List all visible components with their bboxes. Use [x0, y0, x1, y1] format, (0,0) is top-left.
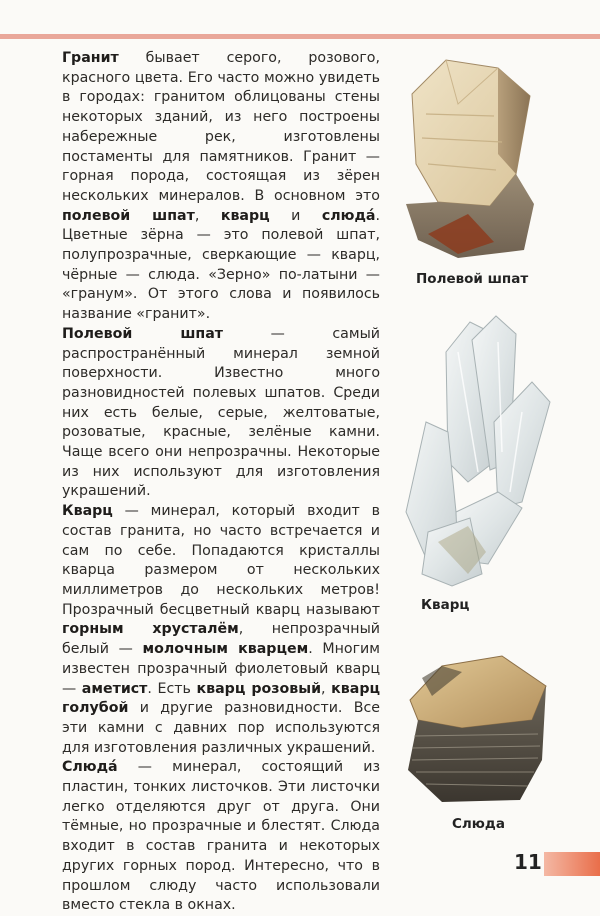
text-run: , [194, 207, 221, 224]
text-run: . Многим известен прозрачный фиолетовый кварц — [62, 641, 380, 697]
page-number: 11 [514, 850, 542, 874]
bold-term: Гранит [62, 50, 119, 66]
bold-term: аметист [81, 680, 148, 697]
text-run: — самый распространённый минерал земной поверхности. Известно много разновидностей полевых шпатов. Среди них есть белые, серые, желтоватые, розоватые, красные, зелёные камни. Чаще всего они непрозрачны. Некоторые из них используют для изготовления украшений. [62, 325, 381, 500]
paragraph-mica [62, 758, 380, 916]
text-run: . Цветные зёрна — это полевой шпат, полупрозрачные, сверкающие — кварц, чёрные — слюда. «Зерно» по-латыни — «гранум». От этого слова и появилось название «гранит». [62, 207, 380, 323]
mica-image [402, 650, 552, 810]
feldspar-caption: Полевой шпат [416, 271, 529, 287]
text-run: , [321, 680, 332, 697]
mica-caption: Слюда [452, 816, 505, 832]
text-run: и [269, 207, 322, 224]
paragraph-feldspar [62, 325, 380, 502]
quartz-caption: Кварц [421, 597, 470, 613]
text-run: и другие разновидности. Все эти камни с давних пор используются для изготовления различных украшений. [62, 700, 380, 756]
bold-term: кварц розовый [196, 680, 322, 697]
bold-term: кварц [220, 207, 270, 224]
feldspar-image [398, 54, 538, 264]
paragraph-granite [62, 49, 380, 325]
text-run: — минерал, состоящий из пластин, тонких листочков. Эти листочки легко отделяются друг от друга. Они тёмные, но прозрачные и блестят. Слюда входит в состав гранита и некоторых других горных пород. Интересно, что в прошлом слюду часто использовали вместо стекла в окнах. [62, 759, 380, 914]
bold-term: Полевой шпат [62, 325, 223, 342]
quartz-image [398, 312, 558, 592]
bold-term: слюда́ [321, 207, 376, 224]
bold-term: горным хрусталём [62, 621, 239, 638]
text-run: — минерал, который входит в состав гранита, но часто встречается и сам по себе. Попадаются кристаллы кварца размером от нескольких миллиметров до нескольких метров! Прозрачный бесцветный кварц называют [62, 503, 380, 618]
page-number-band [544, 852, 600, 876]
text-column [62, 49, 380, 916]
bold-term: Кварц [62, 503, 113, 520]
text-run: , непрозрачный белый — [62, 621, 381, 658]
bold-term: Слюда́ [62, 759, 118, 776]
text-run: бывает серого, розового, красного цвета. Его часто можно увидеть в городах: гранитом облицованы стены некоторых зданий, из него построены набережные рек, изготовлены постаменты для памятников. Гранит — горная порода, состоящая из зёрен нескольких минералов. В основном это [62, 50, 380, 204]
paragraph-quartz [62, 502, 380, 758]
text-run: . Есть [147, 680, 197, 697]
bold-term: полевой шпат [62, 207, 195, 224]
bold-term: молочным кварцем [142, 641, 309, 658]
bold-term: кварц голубой [62, 680, 381, 717]
top-rule [0, 34, 600, 39]
